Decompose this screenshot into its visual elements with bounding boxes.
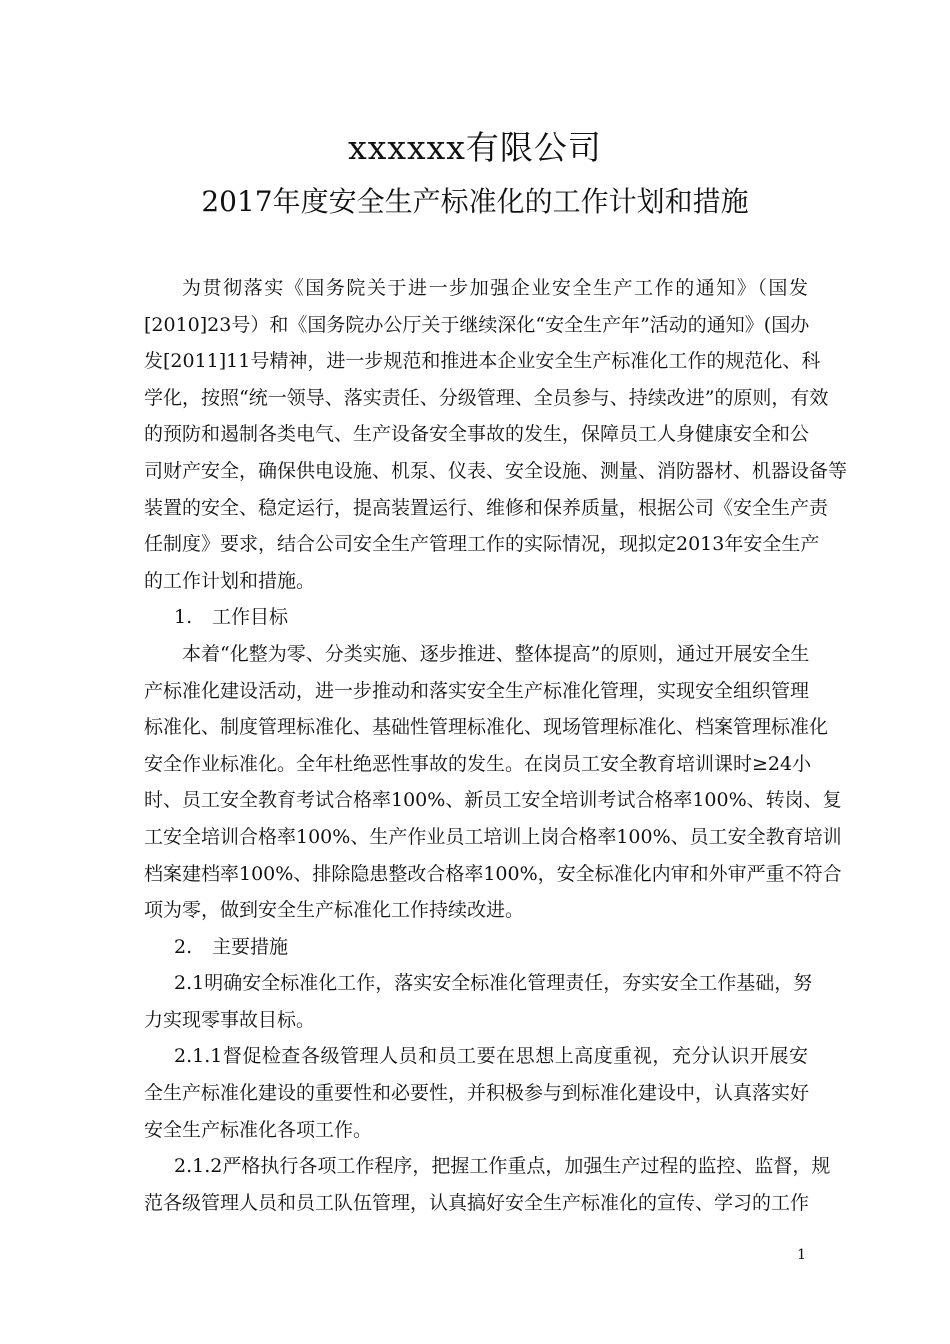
section-title: 主要措施 bbox=[212, 935, 289, 958]
section-number: 2. bbox=[174, 935, 193, 958]
paragraph-line: 范各级管理人员和员工队伍管理，认真搞好安全生产标准化的宣传、学习的工作 bbox=[144, 1191, 810, 1214]
document-body bbox=[144, 270, 848, 1221]
document-title: xxxxxx有限公司 bbox=[348, 128, 602, 167]
paragraph-line: 时、员工安全教育考试合格率100%、新员工安全培训考试合格率100%、转岗、复 bbox=[144, 789, 842, 812]
paragraph-line: 安全生产标准化各项工作。 bbox=[144, 1118, 373, 1141]
paragraph-line: 发[2011]11号精神，进一步规范和推进本企业安全生产标准化工作的规范化、科 bbox=[144, 350, 821, 373]
paragraph-line: 2.1明确安全标准化工作，落实安全标准化管理责任，夯实安全工作基础，努 bbox=[174, 972, 813, 995]
paragraph-line: 全生产标准化建设的重要性和必要性，并积极参与到标准化建设中，认真落实好 bbox=[144, 1082, 810, 1105]
paragraph-line: 2.1.1督促检查各级管理人员和员工要在思想上高度重视，充分认识开展安 bbox=[174, 1045, 808, 1068]
paragraph-line: 档案建档率100%、排除隐患整改合格率100%，安全标准化内审和外审严重不符合 bbox=[144, 862, 842, 885]
paragraph-line: 为贯彻落实《国务院关于进一步加强企业安全生产工作的通知》（国发 bbox=[182, 277, 808, 299]
paragraph-line: 任制度》要求，结合公司安全生产管理工作的实际情况，现拟定2013年安全生产 bbox=[144, 533, 820, 556]
paragraph-line: 标准化、制度管理标准化、基础性管理标准化、现场管理标准化、档案管理标准化 bbox=[144, 716, 829, 739]
page-number: 1 bbox=[797, 1247, 806, 1263]
paragraph-line: 工安全培训合格率100%、生产作业员工培训上岗合格率100%、员工安全教育培训 bbox=[144, 825, 842, 848]
paragraph-line: [2010]23号）和《国务院办公厅关于继续深化“安全生产年”活动的通知》(国办 bbox=[144, 313, 810, 336]
paragraph-line: 2.1.2严格执行各项工作程序，把握工作重点，加强生产过程的监控、监督，规 bbox=[174, 1155, 831, 1178]
section-title: 工作目标 bbox=[212, 606, 289, 629]
paragraph-line: 项为零，做到安全生产标准化工作持续改进。 bbox=[144, 899, 525, 922]
paragraph-line: 司财产安全，确保供电设施、机泵、仪表、安全设施、测量、消防器材、机器设备等 bbox=[144, 459, 848, 482]
section-heading bbox=[144, 929, 808, 966]
paragraph-line: 产标准化建设活动，进一步推动和落实安全生产标准化管理，实现安全组织管理 bbox=[144, 679, 810, 702]
paragraph-line: 本着“化整为零、分类实施、逐步推进、整体提高”的原则，通过开展安全生 bbox=[182, 642, 810, 665]
paragraph-line: 装置的安全、稳定运行，提高装置运行、维修和保养质量，根据公司《安全生产责 bbox=[144, 496, 829, 519]
paragraph-line: 的工作计划和措施。 bbox=[144, 569, 316, 592]
paragraph-line: 安全作业标准化。全年杜绝恶性事故的发生。在岗员工安全教育培训课时≥24小 bbox=[144, 752, 812, 775]
document-subtitle: 2017年度安全生产标准化的工作计划和措施 bbox=[201, 185, 749, 218]
section-heading bbox=[144, 599, 808, 636]
section-number: 1. bbox=[174, 606, 193, 629]
paragraph-line: 力实现零事故目标。 bbox=[144, 1008, 316, 1031]
paragraph-line: 的预防和遏制各类电气、生产设备安全事故的发生，保障员工人身健康安全和公 bbox=[144, 423, 810, 446]
paragraph-line: 学化，按照“统一领导、落实责任、分级管理、全员参与、持续改进”的原则，有效 bbox=[144, 386, 829, 409]
